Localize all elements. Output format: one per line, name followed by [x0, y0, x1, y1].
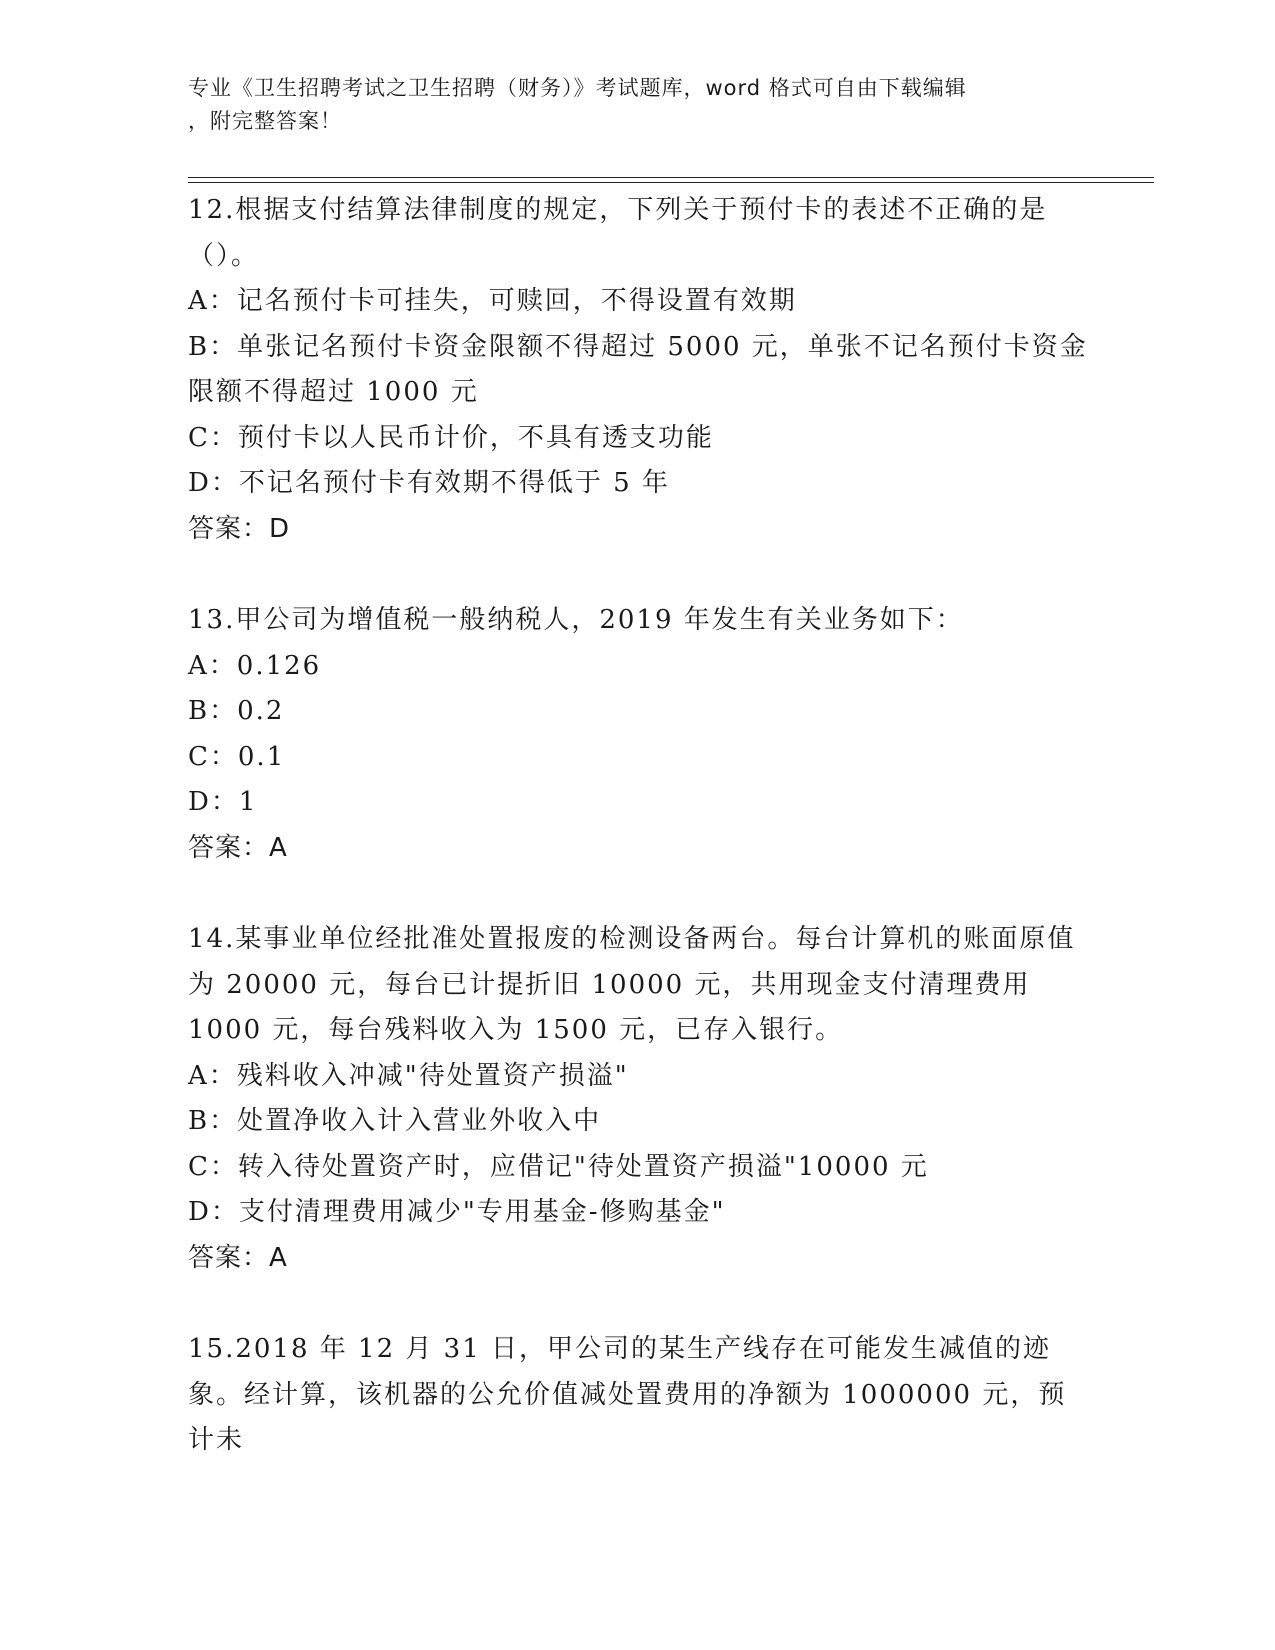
header-divider-top: [188, 177, 1154, 178]
answer: 答案：D: [188, 513, 291, 544]
option-a: A：残料收入冲减"待处置资产损溢": [188, 1060, 629, 1091]
answer: 答案：A: [188, 1242, 288, 1273]
document-header: [188, 72, 1088, 138]
header-line-1: 专业《卫生招聘考试之卫生招聘（财务）》考试题库，word 格式可自由下载编辑: [188, 76, 967, 100]
option-b: B：处置净收入计入营业外收入中: [188, 1106, 602, 1136]
question-stem: 15.2018 年 12 月 31 日，甲公司的某生产线存在可能发生减值的迹象。经计算，该机器的公允价值减处置费用的净额为 1000000 元，预计未: [188, 1334, 1067, 1455]
question-15: [188, 1327, 1088, 1464]
option-d: D：支付清理费用减少"专用基金-修购基金": [188, 1197, 726, 1227]
question-14: [188, 917, 1088, 1281]
option-b: B：单张记名预付卡资金限额不得超过 5000 元，单张不记名预付卡资金限额不得超过 1000 元: [188, 331, 1088, 407]
header-divider-bottom: [188, 182, 1154, 183]
option-a: A：记名预付卡可挂失，可赎回，不得设置有效期: [188, 286, 797, 316]
question-13: [188, 598, 1088, 871]
question-12: [188, 188, 1088, 552]
answer: 答案：A: [188, 832, 288, 863]
spacer: [188, 552, 1088, 598]
question-stem: 13.甲公司为增值税一般纳税人，2019 年发生有关业务如下：: [188, 605, 964, 635]
option-b: B：0.2: [188, 696, 285, 726]
option-d: D：1: [188, 787, 258, 817]
question-stem: 14.某事业单位经批准处置报废的检测设备两台。每台计算机的账面原值为 20000 元，每台已计提折旧 10000 元，共用现金支付清理费用 1000 元，每台残料收入为 1500 元，已存入银行。: [188, 924, 1076, 1045]
spacer: [188, 871, 1088, 917]
spacer: [188, 1281, 1088, 1327]
question-list: [188, 188, 1088, 1464]
option-d: D：不记名预付卡有效期不得低于 5 年: [188, 468, 670, 498]
option-c: C：预付卡以人民币计价，不具有透支功能: [188, 422, 714, 453]
header-line-2: ，附完整答案！: [188, 109, 342, 133]
option-a: A：0.126: [188, 650, 322, 681]
option-c: C：0.1: [188, 741, 286, 772]
question-stem: 12.根据支付结算法律制度的规定，下列关于预付卡的表述不正确的是（）。: [188, 195, 1048, 271]
option-c: C：转入待处置资产时，应借记"待处置资产损溢"10000 元: [188, 1151, 929, 1182]
